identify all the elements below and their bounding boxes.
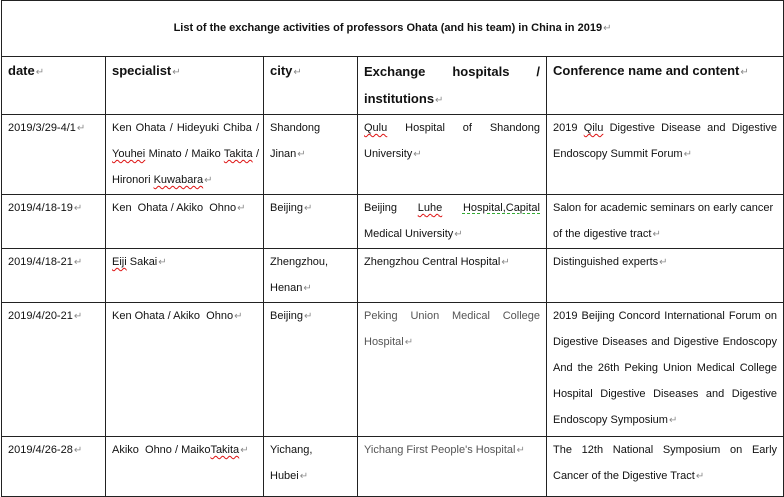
hospital-text: Qulu <box>364 122 388 134</box>
paragraph-mark: ↵ <box>234 311 243 322</box>
paragraph-mark: ↵ <box>204 175 213 186</box>
activities-table <box>1 0 784 497</box>
paragraph-mark: ↵ <box>76 123 86 134</box>
city-text: Zhengzhou, <box>270 256 329 268</box>
date-text: 2019/4/26-28 <box>8 444 73 456</box>
header-city-label: city <box>270 63 293 78</box>
table-row <box>2 115 784 195</box>
specialist-text: Akiko Ohno / Maiko <box>112 444 211 456</box>
paragraph-mark: ↵ <box>73 311 83 322</box>
conference-text: Qilu <box>583 122 604 134</box>
cell-conference <box>547 249 784 303</box>
cell-date <box>2 115 106 195</box>
paragraph-mark: ↵ <box>501 257 510 268</box>
paragraph-mark: ↵ <box>35 67 45 78</box>
paragraph-mark: ↵ <box>454 229 463 240</box>
specialist-text: Minato / Maiko <box>148 148 221 160</box>
cell-specialist <box>106 115 264 195</box>
header-exchange-label-line2: institutions <box>364 91 435 106</box>
paragraph-mark: ↵ <box>303 283 312 294</box>
header-row <box>2 57 784 115</box>
paragraph-mark: ↵ <box>240 445 249 456</box>
header-exchange-label-line1: Exchange hospitals / <box>364 64 540 79</box>
hospital-text: Hospital of Shandong University <box>364 122 540 160</box>
header-conference-label: Conference name and content <box>553 63 740 78</box>
specialist-text: / Hironori <box>112 148 260 186</box>
cell-specialist <box>106 303 264 437</box>
paragraph-mark: ↵ <box>299 471 309 482</box>
table-title-cell <box>2 1 784 57</box>
paragraph-mark: ↵ <box>695 471 705 482</box>
paragraph-mark: ↵ <box>435 95 444 106</box>
cell-hospital <box>358 195 547 249</box>
cell-conference <box>547 115 784 195</box>
hospital-text: Yichang First People's Hospital <box>364 444 516 456</box>
paragraph-mark: ↵ <box>158 257 167 268</box>
date-text: 2019/4/18-19 <box>8 202 73 214</box>
header-date <box>2 57 106 115</box>
header-specialist-label: specialist <box>112 63 172 78</box>
cell-specialist <box>106 195 264 249</box>
conference-text: Salon for academic seminars on early cancer of the digestive tract <box>553 202 774 240</box>
header-city <box>264 57 358 115</box>
cell-city <box>264 115 358 195</box>
header-specialist <box>106 57 264 115</box>
hospital-text: Hospital,Capital <box>462 202 540 214</box>
specialist-text: Takita <box>210 444 240 456</box>
cell-city <box>264 249 358 303</box>
conference-text: 2019 Beijing Concord International Forum on Digestive Diseases and Digestive Endoscopy And the 26th Peking Union Medical College Hospital Digestive Diseases and Digestive Endoscopy Symposium <box>553 310 778 426</box>
conference-text: The 12th National Symposium on Early Cancer of the Digestive Tract <box>553 444 778 482</box>
specialist-text: Takita <box>223 148 253 160</box>
paragraph-mark: ↵ <box>603 23 612 34</box>
specialist-text: Ken Ohata / Akiko Ohno <box>112 310 234 322</box>
city-text: Shandong Jinan <box>270 122 321 160</box>
hospital-text: Beijing <box>364 202 398 214</box>
specialist-text: Eiji <box>112 256 127 268</box>
paragraph-mark: ↵ <box>172 67 181 78</box>
paragraph-mark: ↵ <box>237 203 246 214</box>
city-text: Yichang, Hubei <box>270 444 313 482</box>
paragraph-mark: ↵ <box>413 149 422 160</box>
city-text: Beijing <box>270 202 304 214</box>
date-text: 2019/4/20-21 <box>8 310 73 322</box>
cell-city <box>264 195 358 249</box>
date-text: 2019/4/18-21 <box>8 256 73 268</box>
city-text: Henan <box>270 282 303 294</box>
hospital-text: Zhengzhou Central Hospital <box>364 256 501 268</box>
cell-date <box>2 195 106 249</box>
specialist-text: Youhei <box>112 148 146 160</box>
cell-date <box>2 303 106 437</box>
table-row <box>2 249 784 303</box>
paragraph-mark: ↵ <box>668 415 678 426</box>
paragraph-mark: ↵ <box>652 229 661 240</box>
hospital-text: Luhe <box>417 202 443 214</box>
cell-specialist <box>106 249 264 303</box>
header-exchange <box>358 57 547 115</box>
cell-conference <box>547 303 784 437</box>
hospital-text: Peking Union Medical College Hospital <box>364 310 540 348</box>
header-date-label: date <box>8 63 35 78</box>
paragraph-mark: ↵ <box>740 67 749 78</box>
table-row <box>2 303 784 437</box>
specialist-text: Ken Ohata / Hideyuki Chiba / <box>112 122 259 134</box>
conference-text: Digestive Disease and Digestive Endoscopy Summit Forum <box>553 122 778 160</box>
paragraph-mark: ↵ <box>73 203 83 214</box>
paragraph-mark: ↵ <box>304 311 313 322</box>
hospital-text: Medical University <box>364 228 454 240</box>
paragraph-mark: ↵ <box>297 149 306 160</box>
header-conference <box>547 57 784 115</box>
paragraph-mark: ↵ <box>73 257 83 268</box>
paragraph-mark: ↵ <box>293 67 302 78</box>
cell-hospital <box>358 249 547 303</box>
specialist-text: Sakai <box>129 256 158 268</box>
paragraph-mark: ↵ <box>516 445 525 456</box>
cell-city <box>264 303 358 437</box>
date-text: 2019/3/29-4/1 <box>8 122 76 134</box>
table-row <box>2 195 784 249</box>
cell-conference <box>547 195 784 249</box>
cell-hospital <box>358 115 547 195</box>
paragraph-mark: ↵ <box>683 149 692 160</box>
paragraph-mark: ↵ <box>404 337 414 348</box>
conference-text: 2019 <box>553 122 578 134</box>
cell-hospital <box>358 303 547 437</box>
city-text: Beijing <box>270 310 304 322</box>
conference-text: Distinguished experts <box>553 256 659 268</box>
paragraph-mark: ↵ <box>304 203 313 214</box>
cell-date <box>2 249 106 303</box>
table-title: List of the exchange activities of professors Ohata (and his team) in China in 2019 <box>173 22 603 34</box>
paragraph-mark: ↵ <box>73 445 83 456</box>
specialist-text: Kuwabara <box>153 174 204 186</box>
paragraph-mark: ↵ <box>659 257 668 268</box>
specialist-text: Ken Ohata / Akiko Ohno <box>112 202 237 214</box>
